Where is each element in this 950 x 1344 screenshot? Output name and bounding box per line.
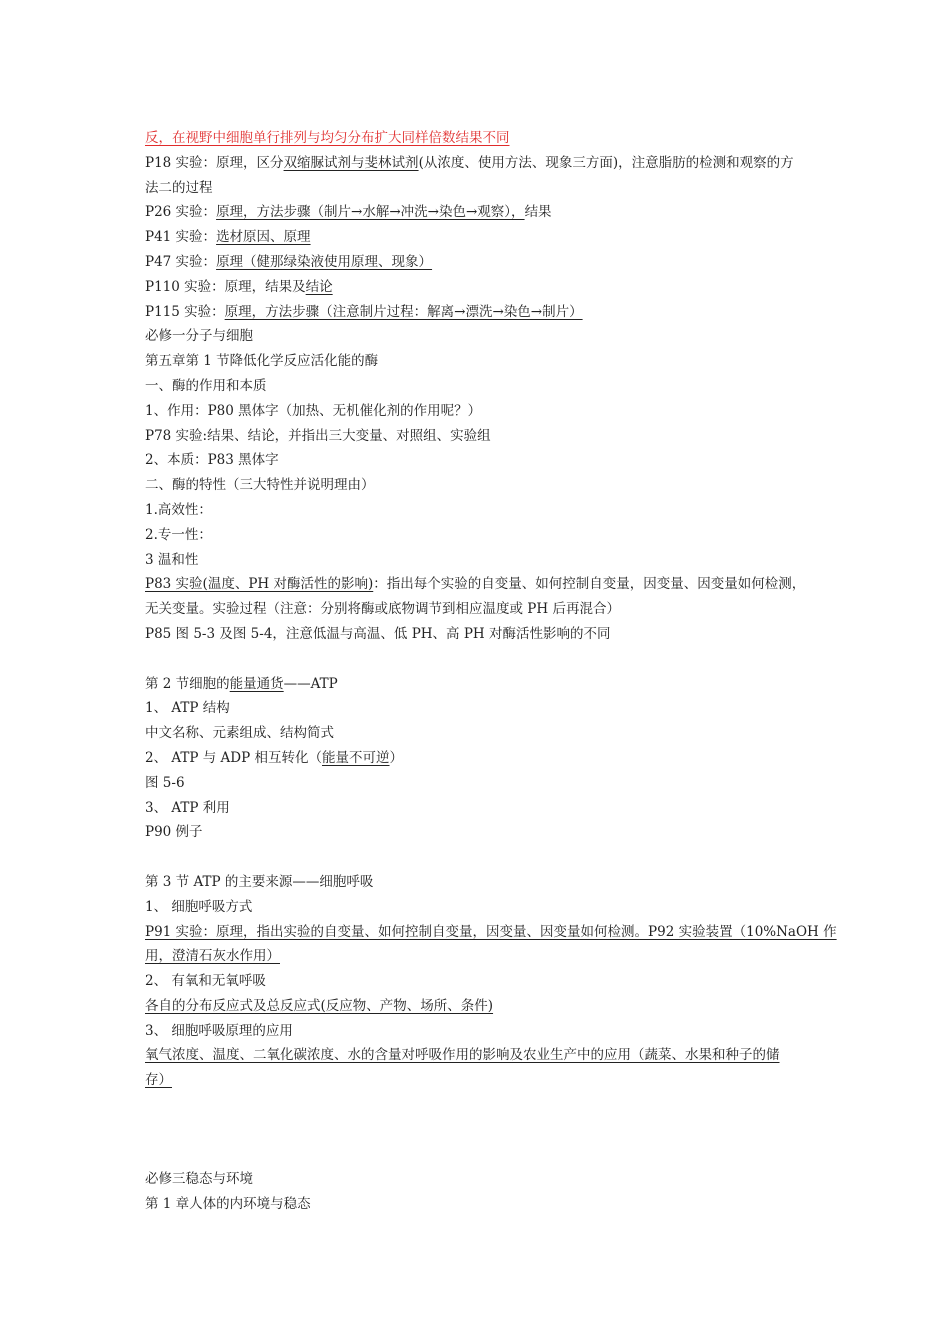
underlined-text: 用，澄清石灰水作用）	[145, 948, 280, 965]
text-span: 结果	[524, 204, 552, 221]
text-line	[145, 920, 837, 945]
text-line	[145, 300, 810, 325]
text-line	[145, 994, 810, 1019]
section-heading	[145, 672, 810, 697]
text-line: 1、作用：P80 黑体字（加热、无机催化剂的作用呢？）	[145, 402, 482, 419]
text-line: 3 温和性	[145, 551, 199, 568]
text-span: 第 2 节细胞的	[145, 675, 230, 692]
text-line: 2、本质：P83 黑体字	[145, 452, 279, 469]
text-line: 图 5-6	[145, 774, 185, 791]
text-line	[145, 944, 810, 969]
document-body	[145, 126, 837, 1217]
text-span: P26 实验：	[145, 204, 217, 221]
text-line	[145, 126, 810, 151]
underlined-text: 结论	[305, 278, 333, 295]
underlined-text: P83 实验(温度、PH 对酶活性的影响)	[145, 576, 374, 593]
text-line: P78 实验:结果、结论，并指出三大变量、对照组、实验组	[145, 427, 491, 444]
underlined-text: 原理（健那绿染液使用原理、现象）	[216, 253, 433, 270]
underlined-text: P91 实验：原理，指出实验的自变量、如何控制自变量，因变量、因变量如何检测。P92 实验装置（10%NaOH 作	[145, 923, 837, 940]
underlined-text: 氧气浓度、温度、二氧化碳浓度、水的含量对呼吸作用的影响及农业生产中的应用（蔬菜、水果和种子的储	[145, 1047, 780, 1064]
underlined-text: 双缩脲试剂与斐林试剂	[283, 154, 419, 171]
text-line	[145, 1043, 810, 1068]
text-line: 1、 ATP 结构	[145, 700, 230, 717]
text-line	[145, 250, 810, 275]
underlined-text: 原理，方法步骤（制片→水解→冲洗→染色→观察），	[216, 204, 525, 221]
text-span: P110 实验：原理，结果及	[145, 278, 306, 295]
underlined-text: 选材原因、原理	[216, 229, 311, 246]
text-line	[145, 151, 810, 176]
blank-line	[145, 647, 810, 672]
section-heading: 必修一分子与细胞	[145, 328, 253, 345]
chapter-heading: 第五章第 1 节降低化学反应活化能的酶	[145, 353, 379, 370]
underlined-text: 原理，方法步骤（注意制片过程：解离→漂洗→染色→制片）	[224, 303, 583, 320]
text-span: ）	[389, 749, 404, 766]
text-line: 二、酶的特性（三大特性并说明理由）	[145, 477, 375, 494]
text-span: P47 实验：	[145, 253, 217, 270]
text-line: 2.专一性：	[145, 526, 212, 543]
text-line: 法二的过程	[145, 179, 213, 196]
blank-line	[145, 845, 810, 870]
text-span: ：指出每个实验的自变量、如何控制自变量，因变量、因变量如何检测，	[373, 576, 806, 593]
text-line: 一、酶的作用和本质	[145, 377, 267, 394]
blank-space	[145, 1093, 810, 1167]
underlined-text: 能量不可逆	[322, 749, 390, 766]
text-line	[145, 225, 810, 250]
section-heading: 必修三稳态与环境	[145, 1171, 253, 1188]
text-line: 3、 细胞呼吸原理的应用	[145, 1022, 293, 1039]
text-line	[145, 746, 810, 771]
text-line: P85 图 5-3 及图 5-4，注意低温与高温、低 PH、高 PH 对酶活性影响的不同	[145, 625, 611, 642]
text-line: 1.高效性：	[145, 501, 212, 518]
text-line	[145, 200, 810, 225]
section-heading: 第 3 节 ATP 的主要来源——细胞呼吸	[145, 873, 374, 890]
chapter-heading: 第 1 章人体的内环境与稳态	[145, 1196, 311, 1213]
underlined-text: 各自的分布反应式及总反应式(反应物、产物、场所、条件)	[145, 997, 494, 1014]
text-line	[145, 1068, 810, 1093]
text-span: P41 实验：	[145, 229, 217, 246]
text-line: 3、 ATP 利用	[145, 799, 230, 816]
text-line: P90 例子	[145, 824, 203, 841]
text-span: P18 实验：原理，区分	[145, 154, 284, 171]
text-line: 1、 细胞呼吸方式	[145, 898, 253, 915]
text-span: P115 实验：	[145, 303, 225, 320]
underlined-text: 能量通货	[229, 675, 284, 692]
text-span: 2、 ATP 与 ADP 相互转化（	[145, 749, 323, 766]
text-span: ——ATP	[283, 675, 338, 692]
text-line: 无关变量。实验过程（注意：分别将酶或底物调节到相应温度或 PH 后再混合）	[145, 601, 620, 618]
text-line	[145, 275, 810, 300]
text-span: (从浓度、使用方法、现象三方面)，注意脂肪的检测和观察的方	[418, 154, 794, 171]
underlined-text: 存）	[145, 1072, 172, 1089]
text-line	[145, 572, 810, 597]
highlighted-text: 反，在视野中细胞单行排列与均匀分布扩大同样倍数结果不同	[145, 130, 510, 146]
text-line: 中文名称、元素组成、结构简式	[145, 725, 334, 742]
text-line: 2、 有氧和无氧呼吸	[145, 973, 266, 990]
